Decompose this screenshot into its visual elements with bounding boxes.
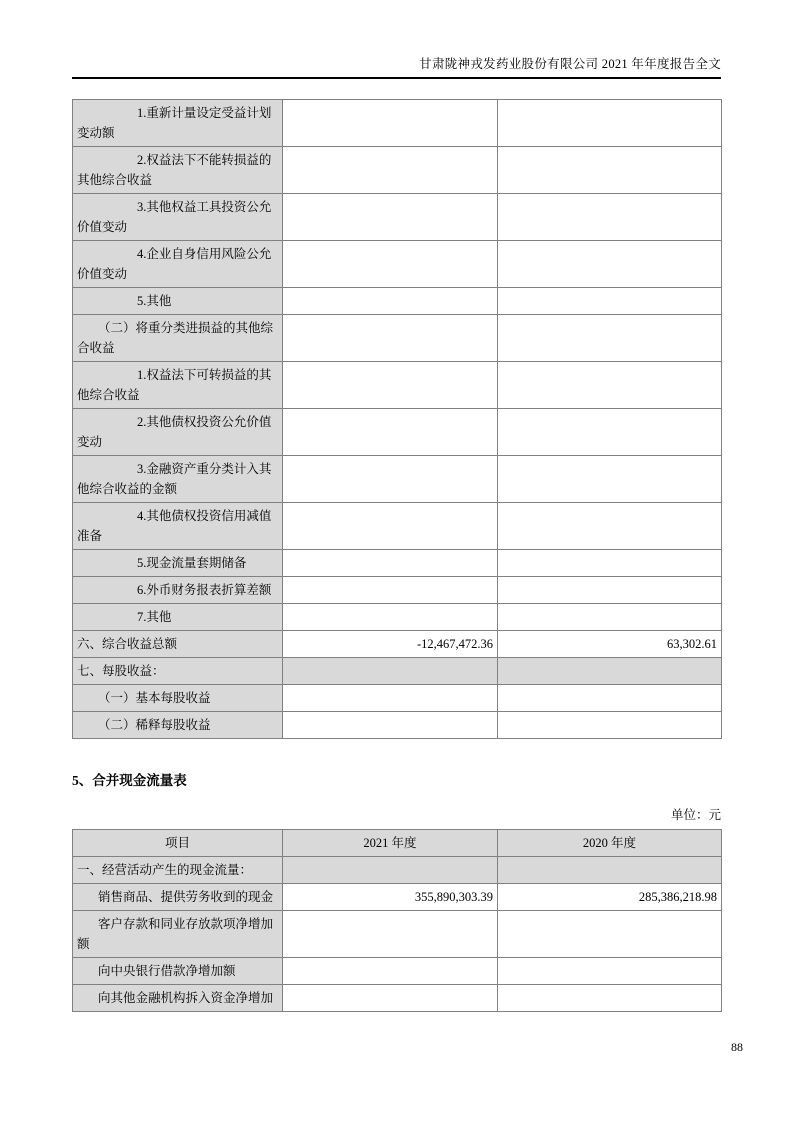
value-2021-cell	[283, 100, 498, 147]
value-2021-cell	[283, 985, 498, 1012]
value-2020-cell	[498, 241, 722, 288]
unit-label: 单位：元	[670, 808, 721, 822]
table-row	[73, 712, 722, 739]
value-2020-cell	[498, 911, 722, 958]
value-2020-cell: 63,302.61	[498, 631, 722, 658]
value-2021-cell	[283, 658, 498, 685]
value-2020-cell	[498, 658, 722, 685]
row-label-cell: （二）将重分类进损益的其他综合收益	[73, 315, 283, 362]
table-header-row	[73, 830, 722, 857]
row-label-cell: 5.其他	[73, 288, 283, 315]
table-row	[73, 577, 722, 604]
value-2021-cell	[283, 241, 498, 288]
value-2020-cell	[498, 194, 722, 241]
value-2020-cell	[498, 857, 722, 884]
table-row	[73, 456, 722, 503]
value-2021-cell	[283, 288, 498, 315]
row-label-cell: 七、每股收益：	[73, 658, 283, 685]
cash-flow-table	[72, 829, 722, 1012]
value-2021-cell	[283, 362, 498, 409]
value-2021-cell	[283, 577, 498, 604]
row-label-cell: 2.其他债权投资公允价值变动	[73, 409, 283, 456]
row-label-cell: 7.其他	[73, 604, 283, 631]
row-label-cell: 4.企业自身信用风险公允价值变动	[73, 241, 283, 288]
value-2021-cell	[283, 712, 498, 739]
table-row	[73, 658, 722, 685]
value-2020-cell	[498, 712, 722, 739]
table-row	[73, 194, 722, 241]
table-row	[73, 147, 722, 194]
value-2020-cell	[498, 577, 722, 604]
row-label-cell: 一、经营活动产生的现金流量：	[73, 857, 283, 884]
value-2021-cell	[283, 147, 498, 194]
table-row	[73, 503, 722, 550]
table-row	[73, 315, 722, 362]
value-2021-cell	[283, 604, 498, 631]
column-header: 2021 年度	[283, 830, 498, 857]
table-row	[73, 288, 722, 315]
table-row	[73, 550, 722, 577]
value-2020-cell	[498, 288, 722, 315]
table-row	[73, 985, 722, 1012]
row-label-cell: 销售商品、提供劳务收到的现金	[73, 884, 283, 911]
value-2020-cell	[498, 604, 722, 631]
value-2020-cell	[498, 685, 722, 712]
column-header: 项目	[73, 830, 283, 857]
row-label-cell: 1.权益法下可转损益的其他综合收益	[73, 362, 283, 409]
page-number: 88	[731, 1040, 743, 1054]
table-row	[73, 884, 722, 911]
value-2021-cell	[283, 409, 498, 456]
column-header: 2020 年度	[498, 830, 722, 857]
table-row	[73, 857, 722, 884]
value-2020-cell	[498, 958, 722, 985]
value-2020-cell	[498, 100, 722, 147]
section-title-cash-flow-statement: 5、合并现金流量表	[72, 773, 187, 788]
value-2021-cell	[283, 194, 498, 241]
value-2020-cell	[498, 550, 722, 577]
table-row	[73, 685, 722, 712]
value-2021-cell	[283, 315, 498, 362]
value-2020-cell	[498, 503, 722, 550]
value-2020-cell	[498, 362, 722, 409]
value-2021-cell	[283, 958, 498, 985]
row-label-cell: （一）基本每股收益	[73, 685, 283, 712]
value-2021-cell: 355,890,303.39	[283, 884, 498, 911]
header-divider	[72, 77, 721, 79]
value-2021-cell	[283, 911, 498, 958]
report-header-title: 甘肃陇神戎发药业股份有限公司 2021 年年度报告全文	[419, 57, 721, 71]
value-2021-cell	[283, 456, 498, 503]
row-label-cell: 4.其他债权投资信用减值准备	[73, 503, 283, 550]
table-row	[73, 409, 722, 456]
row-label-cell: 2.权益法下不能转损益的其他综合收益	[73, 147, 283, 194]
page-header	[72, 54, 721, 77]
value-2021-cell	[283, 857, 498, 884]
row-label-cell: 客户存款和同业存放款项净增加额	[73, 911, 283, 958]
row-label-cell: 3.其他权益工具投资公允价值变动	[73, 194, 283, 241]
value-2020-cell	[498, 315, 722, 362]
table-row	[73, 958, 722, 985]
row-label-cell: （二）稀释每股收益	[73, 712, 283, 739]
value-2021-cell	[283, 685, 498, 712]
row-label-cell: 6.外币财务报表折算差额	[73, 577, 283, 604]
table-row	[73, 631, 722, 658]
value-2020-cell	[498, 985, 722, 1012]
value-2020-cell	[498, 456, 722, 503]
value-2020-cell: 285,386,218.98	[498, 884, 722, 911]
row-label-cell: 1.重新计量设定受益计划变动额	[73, 100, 283, 147]
table-row	[73, 362, 722, 409]
table-row	[73, 604, 722, 631]
row-label-cell: 向其他金融机构拆入资金净增加	[73, 985, 283, 1012]
row-label-cell: 5.现金流量套期储备	[73, 550, 283, 577]
table-row	[73, 241, 722, 288]
value-2020-cell	[498, 409, 722, 456]
value-2021-cell	[283, 550, 498, 577]
row-label-cell: 六、综合收益总额	[73, 631, 283, 658]
value-2021-cell: -12,467,472.36	[283, 631, 498, 658]
row-label-cell: 向中央银行借款净增加额	[73, 958, 283, 985]
value-2020-cell	[498, 147, 722, 194]
value-2021-cell	[283, 503, 498, 550]
row-label-cell: 3.金融资产重分类计入其他综合收益的金额	[73, 456, 283, 503]
comprehensive-income-table	[72, 99, 722, 739]
table-row	[73, 100, 722, 147]
table-row	[73, 911, 722, 958]
